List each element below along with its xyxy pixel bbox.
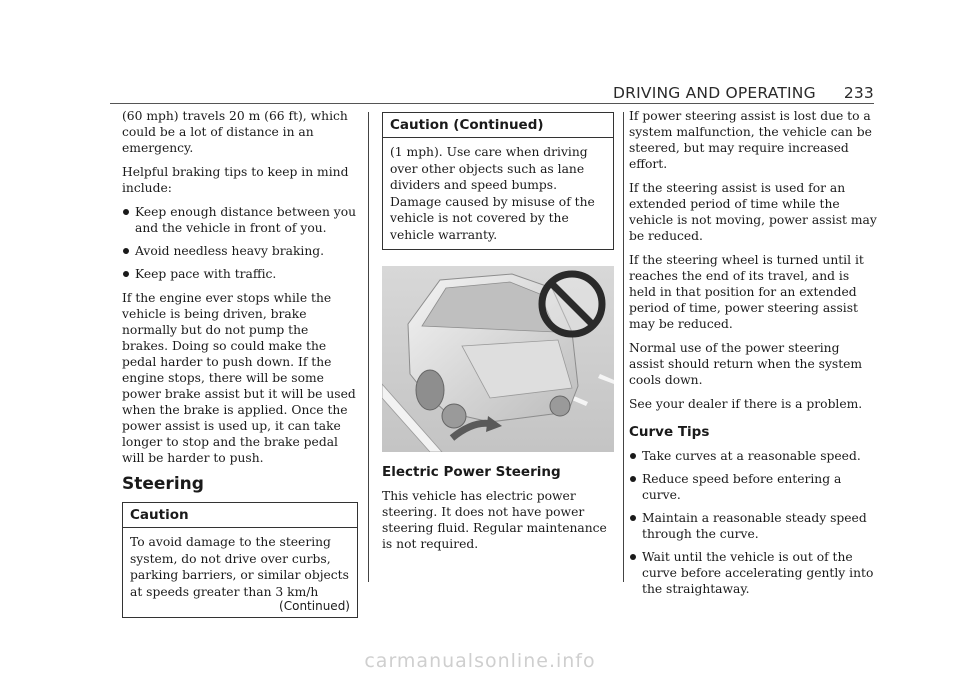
list-item: Keep pace with traffic. xyxy=(122,266,358,282)
vehicle-curb-illustration xyxy=(382,266,614,452)
paragraph: If the steering wheel is turned until it reaches the end of its travel, and is held in that position for an extended period of time, power steering assist may be reduced. xyxy=(629,253,864,331)
braking-tips-list xyxy=(122,204,358,282)
list-item: Reduce speed before entering a curve. xyxy=(629,471,877,503)
caution-box xyxy=(122,502,358,618)
list-item: Avoid needless heavy braking. xyxy=(122,243,358,259)
paragraph: See your dealer if there is a problem. xyxy=(629,397,863,411)
paragraph: Helpful braking tips to keep in mind include: xyxy=(122,165,349,195)
list-item: Take curves at a reasonable speed. xyxy=(629,448,877,464)
paragraph: Normal use of the power steering assist should return when the system cools down. xyxy=(629,341,863,387)
column-divider xyxy=(368,112,369,582)
list-item: Maintain a reasonable steady speed through the curve. xyxy=(629,510,877,542)
caution-title: Caution xyxy=(123,503,357,528)
caution-text: To avoid damage to the steering system, do not drive over curbs, parking barriers, or similar objects at speeds greater than 3 km/h xyxy=(130,535,349,599)
page-header xyxy=(613,84,874,102)
section-heading-steering: Steering xyxy=(122,474,204,494)
subheading-curve-tips: Curve Tips xyxy=(629,424,710,440)
list-item: Wait until the vehicle is out of the curve before accelerating gently into the straightaway. xyxy=(629,549,877,597)
watermark: carmanualsonline.info xyxy=(364,650,596,672)
list-item: Keep enough distance between you and the vehicle in front of you. xyxy=(122,204,358,236)
continued-label: (Continued) xyxy=(279,599,350,613)
curve-tips-list xyxy=(629,448,877,597)
page-number: 233 xyxy=(843,84,874,102)
header-rule xyxy=(110,103,874,104)
paragraph: If power steering assist is lost due to a system malfunction, the vehicle can be steered, but may require increased effort. xyxy=(629,109,872,171)
column-2 xyxy=(382,112,614,560)
caution-text: (1 mph). Use care when driving over other objects such as lane dividers and speed bumps. Damage caused by misuse of the vehicle is not covered by the vehicle warranty. xyxy=(390,145,595,242)
column-1 xyxy=(122,108,358,626)
section-title: DRIVING AND OPERATING xyxy=(613,84,816,102)
caution-box-continued xyxy=(382,112,614,250)
subheading-electric-power-steering: Electric Power Steering xyxy=(382,464,561,480)
paragraph: If the engine ever stops while the vehicle is being driven, brake normally but do not pump the brakes. Doing so could make the pedal harder to push down. If the engine stops, there will be some power brake assist but it will be used when the brake is applied. Once the power assist is used up, it can take longer to stop and the brake pedal will be harder to push. xyxy=(122,291,356,465)
column-3 xyxy=(629,108,877,605)
paragraph: (60 mph) travels 20 m (66 ft), which could be a lot of distance in an emergency. xyxy=(122,109,348,155)
caution-title: Caution (Continued) xyxy=(383,113,613,138)
paragraph: This vehicle has electric power steering. It does not have power steering fluid. Regular maintenance is not required. xyxy=(382,489,607,551)
column-divider xyxy=(623,112,624,582)
paragraph: If the steering assist is used for an extended period of time while the vehicle is not moving, power assist may be reduced. xyxy=(629,181,877,243)
